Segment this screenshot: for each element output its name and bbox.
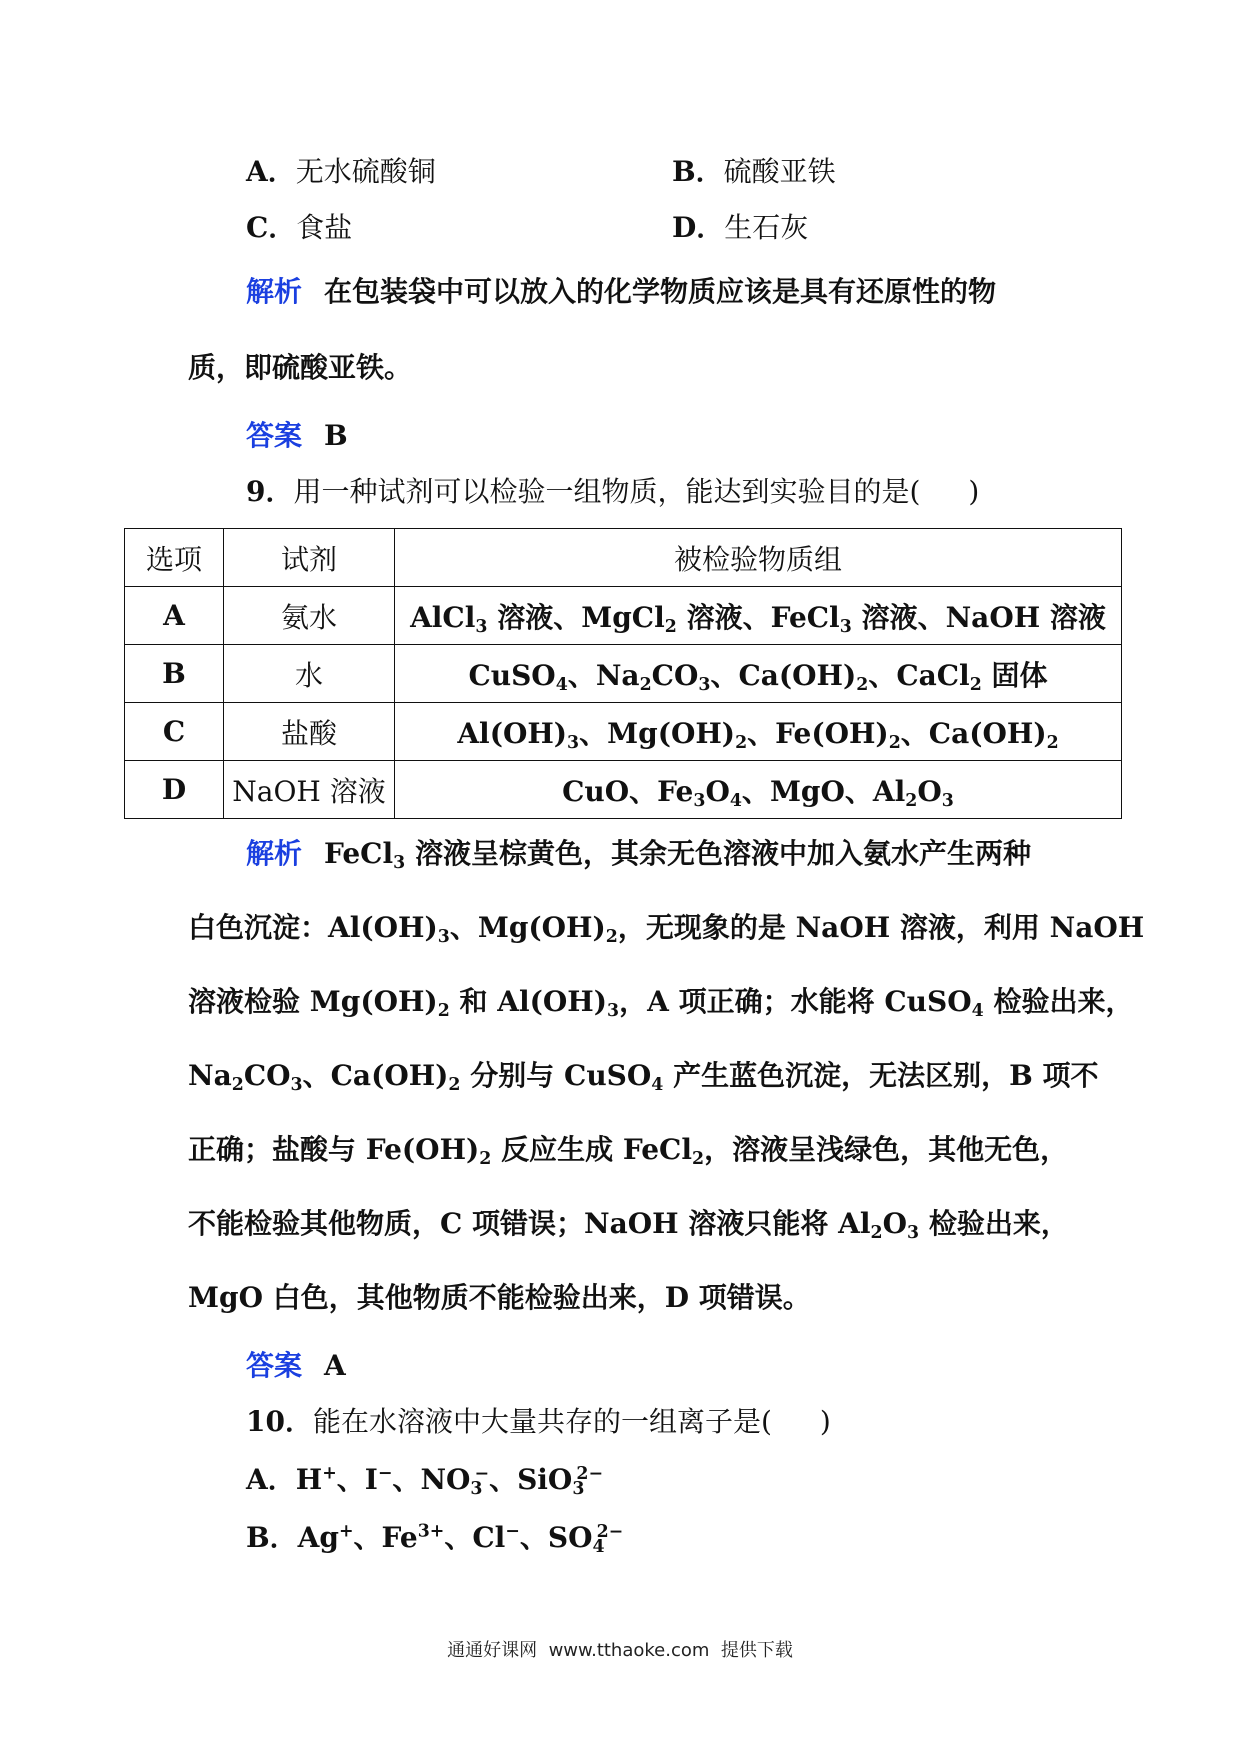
- q9-analysis-line7: MgO 白色，其他物质不能检验出来，D 项错误。: [188, 1281, 811, 1314]
- question-9: 9．用一种试剂可以检验一组物质，能达到实验目的是( ): [246, 475, 980, 508]
- q10-option-b: B．Ag+、$Fe^{3+}$、Cl−、$SO_4^{2-}$: [246, 1521, 624, 1558]
- substances-cell: AlCl$_3$ 溶液、MgCl$_2$ 溶液、FeCl$_3$ 溶液、NaOH 溶液: [395, 587, 1122, 645]
- q9-analysis-line5: 正确；盐酸与 $Fe(OH)_2$ 反应生成 FeCl$_2$，溶液呈浅绿色，其他无色，: [188, 1133, 1069, 1170]
- table-row: A 氨水 AlCl$_3$ 溶液、MgCl$_2$ 溶液、FeCl$_3$ 溶液、NaOH 溶液: [125, 587, 1122, 645]
- q10-option-a: A．H+、I−、$NO_3^-$、SiO$_3^{2-}$: [246, 1463, 604, 1500]
- table-row: B 水 CuSO$_4$、$Na_2CO_3$、$Ca(OH)_2$、CaCl$_2$ 固体: [125, 645, 1122, 703]
- answer-label: 答案: [246, 419, 303, 452]
- q8-analysis-line2: 质，即硫酸亚铁。: [188, 351, 413, 384]
- analysis-label: 解析: [246, 275, 303, 308]
- option-d: D．生石灰: [672, 211, 809, 244]
- option-a: A．无水硫酸铜: [246, 155, 436, 188]
- q8-analysis-line1: 解析 在包装袋中可以放入的化学物质应该是具有还原性的物: [246, 275, 997, 308]
- question-10: 10．能在水溶液中大量共存的一组离子是( ): [246, 1405, 831, 1438]
- q9-analysis-line2: 白色沉淀：$Al(OH)_3$、$Mg(OH)_2$，无现象的是 NaOH 溶液，利用 NaOH: [188, 911, 1145, 948]
- table-row: D NaOH 溶液 CuO、$Fe_3O_4$、MgO、$Al_2O_3$: [125, 761, 1122, 819]
- q8-answer: 答案 B: [246, 419, 348, 452]
- q9-answer: 答案 A: [246, 1349, 346, 1382]
- q9-analysis-line1: 解析 FeCl$_3$ 溶液呈棕黄色，其余无色溶液中加入氨水产生两种: [246, 837, 1031, 874]
- substances-cell: CuO、$Fe_3O_4$、MgO、$Al_2O_3$: [395, 761, 1122, 819]
- option-c: C．食盐: [246, 211, 353, 244]
- answer-label: 答案: [246, 1349, 303, 1382]
- option-b: B．硫酸亚铁: [672, 155, 836, 188]
- footer-suffix: 提供下载: [720, 1640, 793, 1661]
- header-option: 选项: [125, 529, 224, 587]
- table-header-row: [125, 529, 1122, 587]
- reagent-table: [124, 528, 1122, 819]
- q9-analysis-line6: 不能检验其他物质，C 项错误；NaOH 溶液只能将 $Al_2O_3$ 检验出来，: [188, 1207, 1069, 1244]
- footer-site-name: 通通好课网: [447, 1640, 538, 1661]
- q9-analysis-line4: $Na_2CO_3$、$Ca(OH)_2$ 分别与 CuSO$_4$ 产生蓝色沉淀，无法区别，B 项不: [188, 1059, 1099, 1096]
- header-substances: 被检验物质组: [395, 529, 1122, 587]
- substances-cell: CuSO$_4$、$Na_2CO_3$、$Ca(OH)_2$、CaCl$_2$ 固体: [395, 645, 1122, 703]
- header-reagent: 试剂: [224, 529, 395, 587]
- page-footer: [0, 1636, 1240, 1662]
- table-row: C 盐酸 $Al(OH)_3$、$Mg(OH)_2$、$Fe(OH)_2$、$Ca(OH)_2$: [125, 703, 1122, 761]
- q9-analysis-line3: 溶液检验 $Mg(OH)_2$ 和 $Al(OH)_3$，A 项正确；水能将 CuSO$_4$ 检验出来，: [188, 985, 1134, 1022]
- footer-url[interactable]: www.tthaoke.com: [548, 1640, 710, 1661]
- substances-cell: $Al(OH)_3$、$Mg(OH)_2$、$Fe(OH)_2$、$Ca(OH)_2$: [395, 703, 1122, 761]
- analysis-label: 解析: [246, 837, 303, 870]
